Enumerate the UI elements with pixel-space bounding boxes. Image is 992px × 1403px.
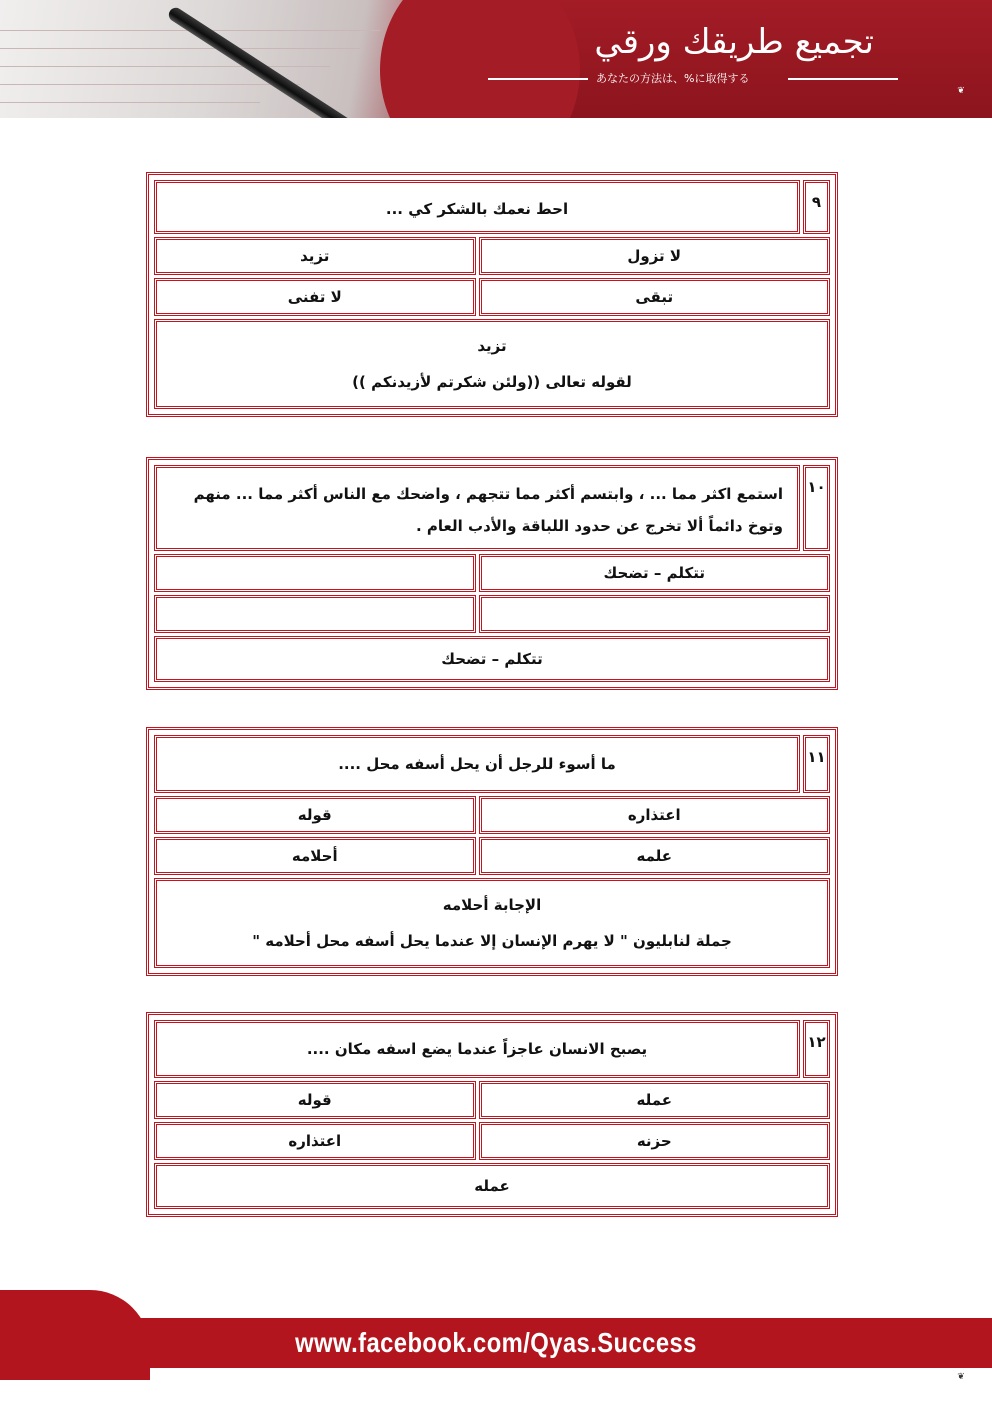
option-cell[interactable]: لا تفنى: [154, 278, 476, 316]
question-text: ما أسوء للرجل أن يحل أسفه محل ....: [154, 735, 800, 793]
brand-logo-icon: ❦: [957, 1372, 965, 1382]
option-cell[interactable]: تتكلم – تضحك: [479, 554, 831, 592]
option-cell[interactable]: قوله: [154, 1081, 476, 1119]
answer-cell: الإجابة أحلامه جملة لنابليون " لا يهرم الإنسان إلا عندما يحل أسفه محل أحلامه ": [154, 878, 830, 968]
question-text: استمع اكثر مما ... ، وابتسم أكثر مما تتجهم ، واضحك مع الناس أكثر مما ... منهم وتوخ دائماً ألا تخرج عن حدود اللباقة والأدب العام .: [154, 465, 800, 551]
question-block-12: [146, 1012, 838, 1217]
question-block-11: [146, 727, 838, 976]
brand-logo-icon: ❦: [957, 86, 965, 96]
option-cell[interactable]: [154, 554, 476, 592]
option-cell[interactable]: اعتذاره: [479, 796, 831, 834]
option-cell[interactable]: علمه: [479, 837, 831, 875]
option-cell[interactable]: عمله: [479, 1081, 831, 1119]
question-number: ٩: [803, 180, 830, 234]
question-text: يصبح الانسان عاجزاً عندما يضع اسفه مكان ....: [154, 1020, 800, 1078]
question-number: ١٠: [803, 465, 830, 551]
answer-cell: عمله: [154, 1163, 830, 1209]
option-cell[interactable]: تزيد: [154, 237, 476, 275]
option-cell[interactable]: اعتذاره: [154, 1122, 476, 1160]
header-banner: [0, 0, 992, 118]
option-cell[interactable]: قوله: [154, 796, 476, 834]
question-number: ١٢: [803, 1020, 830, 1078]
option-cell[interactable]: حزنه: [479, 1122, 831, 1160]
question-text: احط نعمك بالشكر كي ...: [154, 180, 800, 234]
question-block-9: [146, 172, 838, 417]
header-title: تجميع طريقك ورقي: [594, 22, 874, 62]
option-cell[interactable]: [479, 595, 831, 633]
question-block-10: [146, 457, 838, 690]
option-cell[interactable]: [154, 595, 476, 633]
header-subtitle: あなたの方法は、%に取得する: [488, 72, 908, 86]
footer-facebook-link[interactable]: www.facebook.com/Qyas.Success: [295, 1327, 697, 1358]
answer-cell: تزيد لقوله تعالى ((ولئن شكرتم لأزيدنكم )): [154, 319, 830, 409]
option-cell[interactable]: تبقى: [479, 278, 831, 316]
header-curve: [380, 0, 580, 118]
option-cell[interactable]: أحلامه: [154, 837, 476, 875]
question-number: ١١: [803, 735, 830, 793]
option-cell[interactable]: لا تزول: [479, 237, 831, 275]
answer-cell: تتكلم – تضحك: [154, 636, 830, 682]
